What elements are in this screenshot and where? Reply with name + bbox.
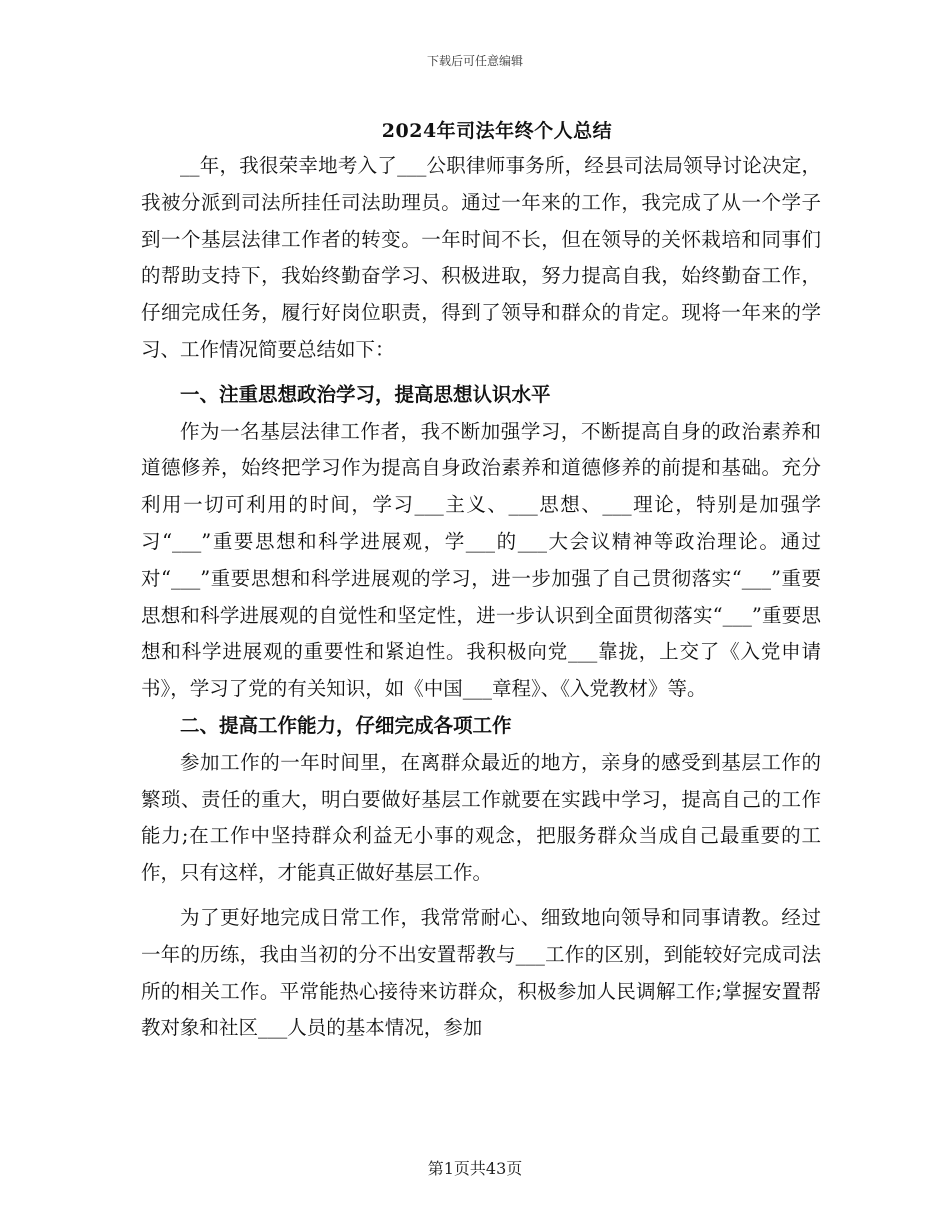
paragraph-work: 参加工作的一年时间里，在离群众最近的地方，亲身的感受到基层工作的繁琐、责任的重大，明白要做好基层工作就要在实践中学习，提高自己的工作能力;在工作中坚持群众利益无小事的观念，把服务群众当成自己最重要的工作，只有这样，才能真正做好基层工作。 bbox=[141, 750, 821, 885]
section-heading-1: 一、注重思想政治学习，提高思想认识水平 bbox=[180, 382, 551, 406]
paragraph-study: 作为一名基层法律工作者，我不断加强学习，不断提高自身的政治素养和道德修养，始终把学习作为提高自身政治素养和道德修养的前提和基础。充分利用一切可利用的时间，学习___主义、___思想、___理论，特别是加强学习“___”重要思想和科学进展观，学___的___大会议精神等政治理论。通过对“___”重要思想和科学进展观的学习，进一步加强了自己贯彻落实“___”重要思想和科学进展观的自觉性和坚定性，进一步认识到全面贯彻落实“___”重要思想和科学进展观的重要性和紧迫性。我积极向党___靠拢，上交了《入党申请书》，学习了党的有关知识，如《中国___章程》、《入党教材》等。 bbox=[141, 419, 821, 701]
spacer bbox=[141, 892, 821, 900]
document-title: 2024年司法年终个人总结 bbox=[381, 120, 613, 142]
page-number: 第1页共43页 bbox=[427, 1159, 523, 1178]
document-body bbox=[141, 148, 821, 1047]
section-heading-2: 二、提高工作能力，仔细完成各项工作 bbox=[180, 713, 512, 737]
page-header-note: 下载后可任意编辑 bbox=[426, 54, 523, 68]
spacer bbox=[141, 369, 821, 377]
paragraph-intro: __年，我很荣幸地考入了___公职律师事务所，经县司法局领导讨论决定，我被分派到司法所挂任司法助理员。通过一年来的工作，我完成了从一个学子到一个基层法律工作者的转变。一年时间不长，但在领导的关怀栽培和同事们的帮助支持下，我始终勤奋学习、积极进取，努力提高自我，始终勤奋工作，仔细完成任务，履行好岗位职责，得到了领导和群众的肯定。现将一年来的学习、工作情况简要总结如下： bbox=[141, 154, 821, 361]
paragraph-improve: 为了更好地完成日常工作，我常常耐心、细致地向领导和同事请教。经过一年的历练，我由当初的分不出安置帮教与___工作的区别，到能较好完成司法所的相关工作。平常能热心接待来访群众，积极参加人民调解工作;掌握安置帮教对象和社区___人员的基本情况，参加 bbox=[141, 905, 821, 1040]
